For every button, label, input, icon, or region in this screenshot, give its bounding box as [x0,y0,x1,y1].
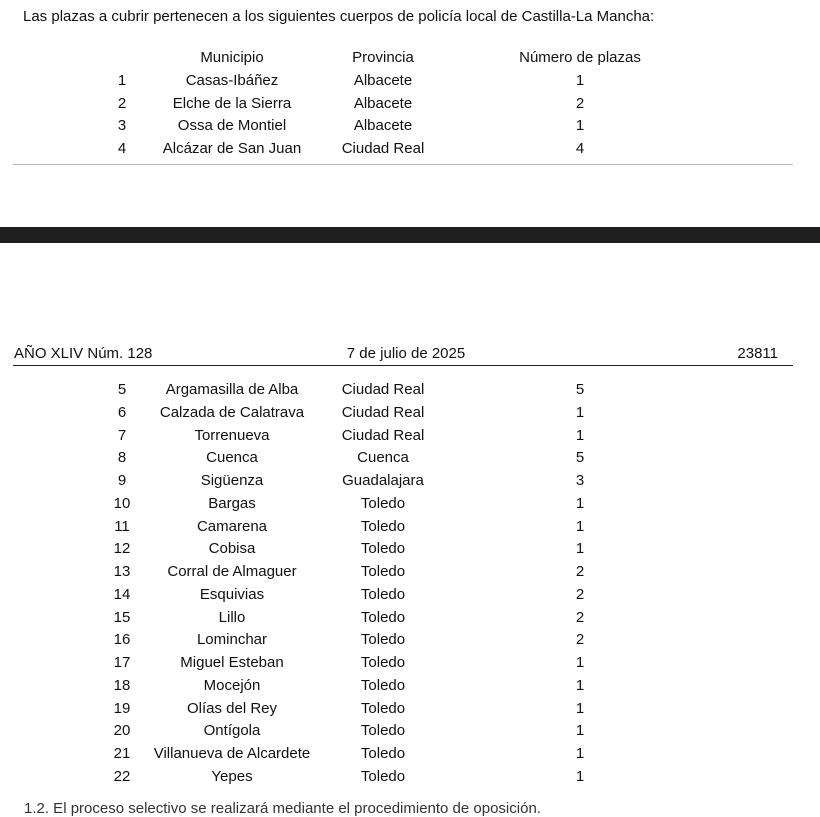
table-row [0,402,820,424]
provincia-cell: Ciudad Real [341,381,425,398]
municipio-cell: Calzada de Calatrava [159,403,305,421]
plazas-cell: 1 [575,654,585,671]
table-row [0,115,820,137]
provincia-cell: Toledo [360,540,406,558]
municipio-cell: Camarena [196,517,268,535]
plazas-cell: 1 [575,117,585,135]
header-issue: AÑO XLIV Núm. 128 [14,345,153,362]
plazas-cell: 1 [575,403,585,421]
plazas-cell: 1 [575,745,585,762]
row-number: 6 [117,403,127,421]
municipio-cell: Ossa de Montiel [177,117,287,135]
row-number: 2 [117,94,127,112]
municipio-cell: Lominchar [196,631,268,649]
plazas-cell: 2 [575,563,585,580]
municipio-cell: Cuenca [206,449,258,467]
provincia-cell: Toledo [360,722,406,740]
table-row [0,138,820,160]
plazas-cell: 2 [575,608,585,626]
municipio-cell: Ontígola [203,722,261,740]
row-number: 1 [117,72,127,89]
provincia-cell: Toledo [360,699,406,717]
municipio-cell: Cobisa [208,540,256,558]
provincia-cell: Toledo [360,654,406,671]
row-number: 10 [113,494,131,512]
plazas-cell: 1 [575,540,585,558]
table-row [0,720,820,742]
table-row [0,698,820,720]
municipio-cell: Argamasilla de Alba [165,381,299,398]
table-row [0,447,820,469]
provincia-cell: Toledo [360,631,406,649]
row-number: 16 [113,631,131,649]
table-row [0,538,820,560]
plazas-cell: 1 [575,699,585,717]
municipio-cell: Villanueva de Alcardete [153,745,311,762]
table-row [0,652,820,674]
header-date: 7 de julio de 2025 [346,345,466,362]
table-row [0,379,820,401]
intro-text: Las plazas a cubrir pertenecen a los siguientes cuerpos de policía local de Castilla-La Mancha: [23,8,655,25]
row-number: 20 [113,722,131,740]
provincia-cell: Ciudad Real [341,426,425,444]
row-number: 4 [117,140,127,158]
header-rule [13,365,793,366]
table-row [0,766,820,788]
column-header-municipio: Municipio [200,49,264,66]
provincia-cell: Cuenca [357,449,409,467]
plazas-cell: 1 [575,72,585,89]
plazas-cell: 1 [575,722,585,740]
header-page-number: 23811 [737,345,778,362]
plazas-cell: 5 [575,381,585,398]
provincia-cell: Guadalajara [342,472,424,489]
row-number: 17 [113,654,131,671]
provincia-cell: Toledo [360,494,406,512]
column-header-provincia: Provincia [352,49,414,66]
column-header-plazas: Número de plazas [519,49,641,66]
provincia-cell: Toledo [360,517,406,535]
row-number: 21 [113,745,131,762]
plazas-cell: 1 [575,676,585,694]
provincia-cell: Ciudad Real [341,140,425,158]
table-row [0,425,820,447]
row-number: 13 [113,563,131,580]
municipio-cell: Lillo [218,608,246,626]
plazas-cell: 5 [575,449,585,467]
page-break-bar [0,227,820,243]
column-header-row [0,47,820,69]
municipio-cell: Esquivias [199,585,265,603]
plazas-cell: 1 [575,426,585,444]
provincia-cell: Toledo [360,767,406,785]
row-number: 7 [117,426,127,444]
clipped-next-paragraph: 1.2. El proceso selectivo se realizará mediante el procedimiento de oposición. [24,800,541,817]
municipio-cell: Bargas [208,494,256,512]
municipio-cell: Alcázar de San Juan [162,140,302,158]
plazas-cell: 2 [575,585,585,603]
municipio-cell: Yepes [211,767,253,785]
plazas-cell: 1 [575,494,585,512]
table-row [0,584,820,606]
municipio-cell: Corral de Almaguer [167,563,297,580]
table-row [0,70,820,92]
provincia-cell: Toledo [360,563,406,580]
table-row [0,493,820,515]
table-row [0,629,820,651]
row-number: 18 [113,676,131,694]
municipio-cell: Olías del Rey [186,699,278,717]
table-row [0,675,820,697]
provincia-cell: Albacete [353,72,413,89]
row-number: 8 [117,449,127,467]
plazas-cell: 2 [575,94,585,112]
row-number: 5 [117,381,127,398]
row-number: 9 [117,472,127,489]
table-row [0,93,820,115]
row-number: 22 [113,767,131,785]
plazas-cell: 1 [575,767,585,785]
row-number: 11 [114,517,130,535]
table-row [0,561,820,583]
table-row [0,516,820,538]
plazas-cell: 2 [575,631,585,649]
table-row [0,743,820,765]
row-number: 15 [113,608,131,626]
row-number: 12 [113,540,131,558]
municipio-cell: Elche de la Sierra [172,94,292,112]
municipio-cell: Torrenueva [194,426,270,444]
provincia-cell: Ciudad Real [341,403,425,421]
municipio-cell: Casas-Ibáñez [185,72,279,89]
table-row [0,470,820,492]
provincia-cell: Toledo [360,745,406,762]
row-number: 3 [117,117,127,135]
plazas-cell: 4 [575,140,585,158]
plazas-cell: 1 [575,517,585,535]
provincia-cell: Albacete [353,94,413,112]
municipio-cell: Sigüenza [200,472,264,489]
provincia-cell: Albacete [353,117,413,135]
municipio-cell: Miguel Esteban [180,654,284,671]
table-end-rule [13,164,793,165]
provincia-cell: Toledo [360,676,406,694]
table-row [0,607,820,629]
provincia-cell: Toledo [360,608,406,626]
plazas-cell: 3 [575,472,585,489]
row-number: 19 [113,699,131,717]
row-number: 14 [113,585,131,603]
page-header [0,343,820,365]
provincia-cell: Toledo [360,585,406,603]
municipio-cell: Mocejón [203,676,261,694]
